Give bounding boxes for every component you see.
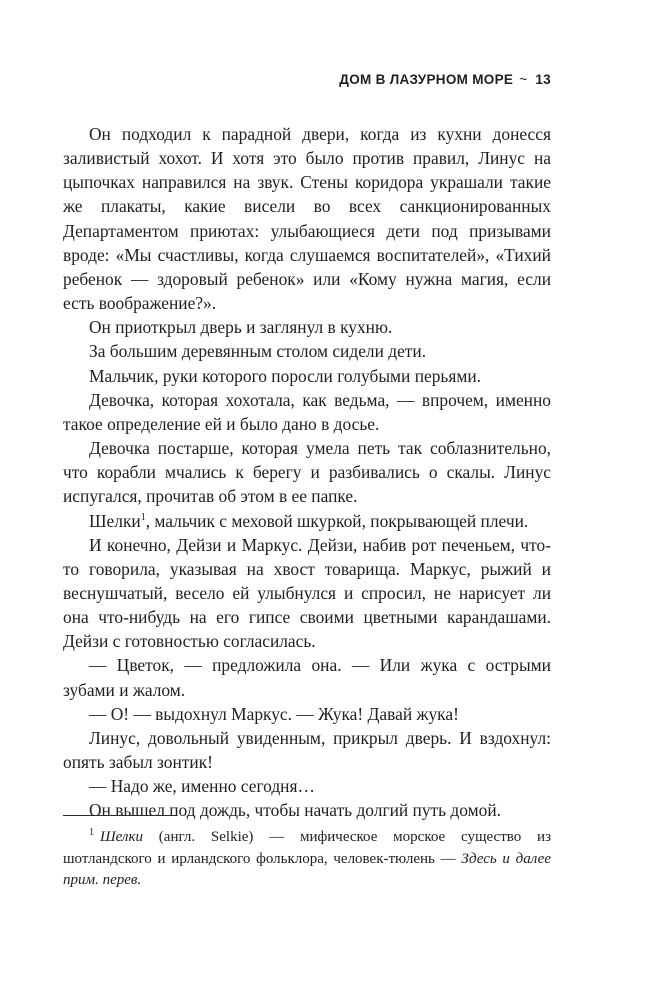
paragraph: Линус, довольный увиденным, прикрыл дверь. И вздохнул: опять забыл зонтик! (63, 727, 551, 773)
translator-note: Здесь и далее прим. перев. (63, 850, 551, 888)
book-title: ДОМ В ЛАЗУРНОМ МОРЕ (339, 72, 514, 87)
paragraph-with-footnote (63, 509, 551, 533)
footnote-reference[interactable]: 1 (140, 511, 146, 523)
paragraph: Девочка, которая хохотала, как ведьма, — впрочем, именно такое определение ей и было дано в досье. (63, 389, 551, 434)
paragraph: Он приоткрыл дверь и заглянул в кухню. (89, 317, 393, 338)
running-header (339, 72, 551, 87)
page-number: 13 (535, 72, 551, 87)
footnote (63, 827, 551, 892)
footnote-text: (англ. Selkie) — мифическое морское существо из шотландского и ирландского фольклора, человек-тюлень — (63, 829, 551, 867)
paragraph: Он подходил к парадной двери, когда из кухни донесся заливистый хохот. И хотя это было против правил, Линус на цыпочках направился на звук. Стены коридора украшали такие же плакаты, какие висели во всех санкционированных Департаментом приютах: улыбающиеся дети под призывами вроде: «Мы счастливы, когда слушаемся воспитателей», «Тихий ребенок — здоровый ребенок» или «Кому нужна магия, если есть воображение?». (63, 124, 551, 314)
dialogue-line: — Цветок, — предложила она. — Или жука с острыми зубами и жалом. (63, 655, 551, 700)
paragraph: Мальчик, руки которого поросли голубыми перьями. (89, 365, 482, 386)
paragraph-text: , мальчик с меховой шкуркой, покрывающей плечи. (145, 510, 529, 531)
paragraph: За большим деревянным столом сидели дети. (89, 341, 427, 362)
main-text (63, 122, 551, 823)
paragraph: Он вышел под дождь, чтобы начать долгий путь домой. (89, 800, 501, 821)
header-separator: ~ (519, 72, 528, 87)
dialogue-line: — О! — выдохнул Маркус. — Жука! Давай жука! (89, 703, 459, 724)
dialogue-line: — Надо же, именно сегодня… (89, 776, 315, 797)
footnote-term: Шелки (100, 829, 143, 845)
paragraph: Девочка постарше, которая умела петь так соблазнительно, что корабли мчались к берегу и разбивались о скалы. Линус испугался, прочитав об этом в ее папке. (63, 438, 551, 507)
selkie-term: Шелки (89, 510, 141, 531)
footnote-number: 1 (89, 827, 94, 838)
footnote-divider (63, 815, 177, 816)
paragraph: И конечно, Дейзи и Маркус. Дейзи, набив рот печеньем, что-то говорила, указывая на хвост товарища. Маркус, рыжий и веснушчатый, весело ей улыбнулся и спросил, не нарисует ли она что-нибудь на его гипсе своими цветными карандашами. Дейзи с готовностью согласилась. (63, 534, 551, 652)
